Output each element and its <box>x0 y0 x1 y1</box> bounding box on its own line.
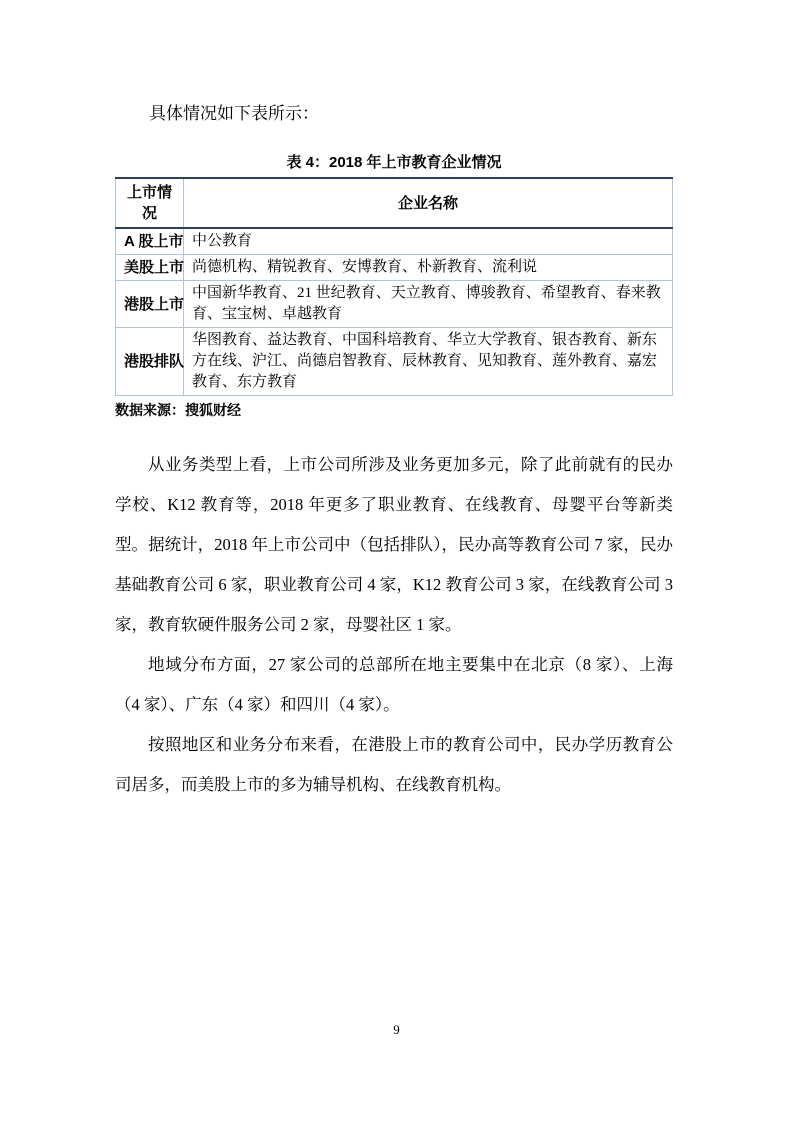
intro-text: 具体情况如下表所示： <box>149 104 319 123</box>
table-row <box>116 255 673 281</box>
table-row <box>116 281 673 328</box>
listed-education-companies-table <box>115 177 673 396</box>
row-value-a-share: 中公教育 <box>184 228 673 255</box>
body-paragraph-regional-distribution: 地域分布方面，27 家公司的总部所在地主要集中在北京（8 家）、上海（4 家）、广东（4 家）和四川（4 家）。 <box>115 655 673 714</box>
table-header-row <box>116 178 673 228</box>
table-title: 表 4：2018 年上市教育企业情况 <box>286 154 502 171</box>
row-label-us-listed: 美股上市 <box>116 255 184 281</box>
row-label-a-share: A 股上市 <box>116 228 184 255</box>
row-value-hk-listed: 中国新华教育、21 世纪教育、天立教育、博骏教育、希望教育、春来教育、宝宝树、卓越教育 <box>184 281 673 328</box>
table-row <box>116 228 673 255</box>
data-source-note: 数据来源：搜狐财经 <box>115 402 241 418</box>
body-paragraph-business-types: 从业务类型上看，上市公司所涉及业务更加多元，除了此前就有的民办学校、K12 教育等，2018 年更多了职业教育、在线教育、母婴平台等新类型。据统计，2018 年上市公司中（包括排队），民办高等教育公司 7 家，民办基础教育公司 6 家，职业教育公司 4 家，K12 教育公司 3 家，在线教育公司 3 家，教育软硬件服务公司 2 家，母婴社区 1 家。 <box>115 455 673 634</box>
table-header-company-name: 企业名称 <box>184 178 673 228</box>
page-number: 9 <box>393 1022 400 1037</box>
row-value-hk-queue: 华图教育、益达教育、中国科培教育、华立大学教育、银杏教育、新东方在线、沪江、尚德启智教育、辰林教育、见知教育、莲外教育、嘉宏教育、东方教育 <box>184 328 673 396</box>
row-value-us-listed: 尚德机构、精锐教育、安博教育、朴新教育、流利说 <box>184 255 673 281</box>
row-label-hk-queue: 港股排队 <box>116 328 184 396</box>
body-paragraph-region-business-analysis: 按照地区和业务分布来看，在港股上市的教育公司中，民办学历教育公司居多，而美股上市的多为辅导机构、在线教育机构。 <box>115 735 673 794</box>
row-label-hk-listed: 港股上市 <box>116 281 184 328</box>
table-row <box>116 328 673 396</box>
table-header-listing-status: 上市情况 <box>116 178 184 228</box>
